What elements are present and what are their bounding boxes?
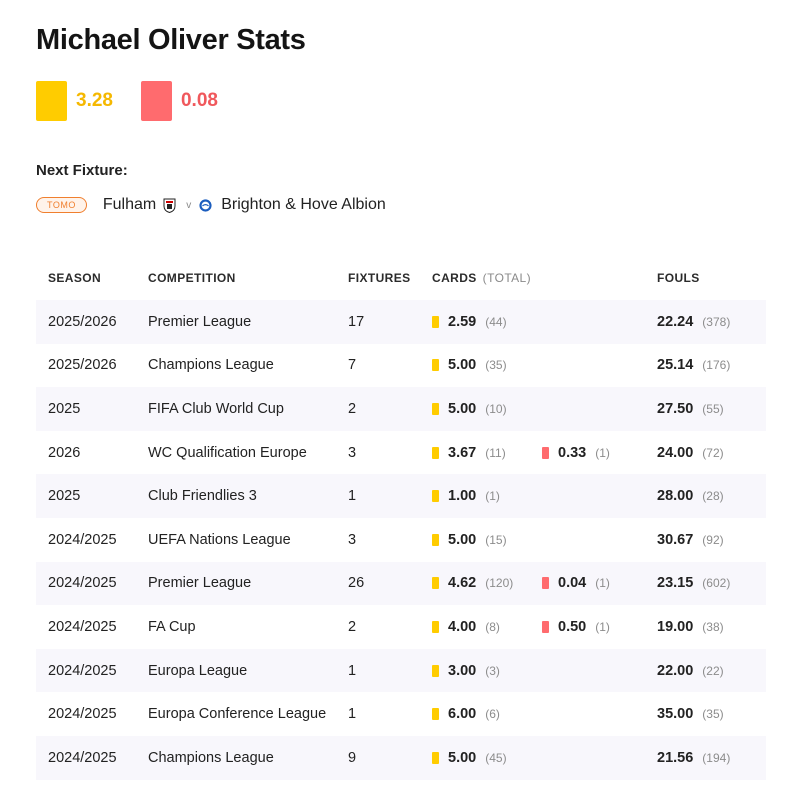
- yellow-card-icon: [432, 359, 439, 371]
- cell-fouls: [657, 488, 766, 504]
- cell-season: 2026: [48, 444, 81, 461]
- away-team[interactable]: Brighton & Hove Albion: [221, 196, 386, 213]
- yellow-card-icon: [432, 403, 439, 415]
- header-cards-label: CARDS: [432, 271, 477, 285]
- fouls-average: 25.14: [657, 357, 694, 374]
- cell-season: 2024/2025: [48, 618, 117, 635]
- red-card-total: (1): [595, 445, 610, 460]
- fouls-average: 21.56: [657, 749, 694, 766]
- yellow-card-total: (3): [485, 663, 500, 678]
- cell-yellow-cards: [432, 575, 542, 591]
- red-card-average: 0.08: [180, 90, 218, 111]
- cell-yellow-cards: [432, 445, 542, 461]
- red-card-icon: [542, 621, 549, 633]
- cell-yellow-cards: [432, 750, 542, 766]
- yellow-card-average: 5.00: [448, 357, 477, 374]
- table-row[interactable]: [36, 692, 766, 736]
- yellow-card-average: 4.00: [448, 618, 477, 635]
- cell-fixtures: 3: [348, 444, 357, 461]
- cell-fixtures: 17: [348, 313, 365, 330]
- fouls-average: 23.15: [657, 575, 694, 592]
- yellow-card-total: (45): [485, 750, 507, 765]
- fouls-total: (28): [702, 489, 724, 504]
- cell-fouls: [657, 532, 766, 548]
- cell-competition: FIFA Club World Cup: [148, 400, 284, 417]
- cell-competition: Premier League: [148, 313, 252, 330]
- cell-competition: Champions League: [148, 357, 274, 374]
- cell-fixtures: 1: [348, 706, 357, 723]
- cell-season: 2025: [48, 488, 81, 505]
- header-fouls[interactable]: FOULS: [657, 271, 700, 285]
- fouls-total: (176): [702, 358, 731, 373]
- table-row[interactable]: [36, 474, 766, 518]
- yellow-card-average: 4.62: [448, 575, 477, 592]
- header-season[interactable]: SEASON: [48, 271, 102, 285]
- cell-competition: FA Cup: [148, 618, 196, 635]
- cell-fixtures: 2: [348, 618, 357, 635]
- header-cards[interactable]: [432, 271, 542, 285]
- fouls-average: 30.67: [657, 531, 694, 548]
- table-row[interactable]: [36, 300, 766, 344]
- table-row[interactable]: [36, 344, 766, 388]
- cell-fixtures: 9: [348, 749, 357, 766]
- cell-yellow-cards: [432, 401, 542, 417]
- cell-yellow-cards: [432, 619, 542, 635]
- fouls-average: 28.00: [657, 488, 694, 505]
- cell-yellow-cards: [432, 706, 542, 722]
- yellow-card-total: (35): [485, 358, 507, 373]
- fouls-total: (22): [702, 663, 724, 678]
- red-card-total: (1): [595, 576, 610, 591]
- yellow-card-icon: [432, 447, 439, 459]
- yellow-card-total: (11): [485, 445, 506, 460]
- next-fixture-label: Next Fixture:: [36, 162, 128, 179]
- table-row[interactable]: [36, 518, 766, 562]
- header-competition[interactable]: COMPETITION: [148, 271, 236, 285]
- fouls-total: (602): [702, 576, 731, 591]
- cell-season: 2024/2025: [48, 749, 117, 766]
- fouls-average: 24.00: [657, 444, 694, 461]
- cell-fouls: [657, 357, 766, 373]
- cell-fixtures: 7: [348, 357, 357, 374]
- table-body: [36, 300, 766, 780]
- cell-red-cards: [542, 575, 657, 591]
- cell-fouls: [657, 401, 766, 417]
- home-team[interactable]: Fulham: [102, 196, 157, 213]
- cell-competition: Club Friendlies 3: [148, 488, 257, 505]
- red-card-average: 0.50: [558, 618, 587, 635]
- red-card-average: 0.33: [558, 444, 587, 461]
- yellow-card-icon: [432, 621, 439, 633]
- cell-red-cards: [542, 619, 657, 635]
- yellow-card-average: 3.28: [76, 90, 113, 111]
- yellow-card-average: 3.00: [448, 662, 477, 679]
- cell-fixtures: 1: [348, 488, 357, 505]
- yellow-card-total: (1): [485, 489, 500, 504]
- fouls-total: (55): [702, 401, 724, 416]
- header-cards-note: (TOTAL): [482, 271, 532, 285]
- table-row[interactable]: [36, 736, 766, 780]
- red-card-icon: [542, 577, 549, 589]
- fulham-crest-icon: [163, 198, 176, 213]
- cell-yellow-cards: [432, 532, 542, 548]
- cell-fouls: [657, 314, 766, 330]
- cell-season: 2024/2025: [48, 531, 117, 548]
- card-summary: [36, 81, 218, 121]
- header-fixtures[interactable]: FIXTURES: [348, 271, 411, 285]
- yellow-card-total: (120): [485, 576, 514, 591]
- fouls-total: (378): [702, 314, 731, 329]
- fouls-average: 22.24: [657, 313, 694, 330]
- cell-competition: WC Qualification Europe: [148, 444, 307, 461]
- cell-fixtures: 2: [348, 400, 357, 417]
- cell-competition: UEFA Nations League: [148, 531, 291, 548]
- yellow-card-icon: [36, 81, 67, 121]
- cell-yellow-cards: [432, 663, 542, 679]
- yellow-card-icon: [432, 665, 439, 677]
- yellow-card-total: (44): [485, 314, 507, 329]
- cell-competition: Champions League: [148, 749, 274, 766]
- red-card-average: 0.04: [558, 575, 587, 592]
- table-row[interactable]: [36, 387, 766, 431]
- cell-fixtures: 3: [348, 531, 357, 548]
- yellow-card-total: (6): [485, 707, 500, 722]
- yellow-card-average: 5.00: [448, 749, 477, 766]
- cell-competition: Europa League: [148, 662, 248, 679]
- yellow-card-average: 3.67: [448, 444, 477, 461]
- fouls-total: (194): [702, 750, 731, 765]
- cell-fouls: [657, 619, 766, 635]
- cell-fouls: [657, 575, 766, 591]
- next-fixture[interactable]: [36, 194, 390, 216]
- fouls-average: 22.00: [657, 662, 694, 679]
- table-row[interactable]: [36, 562, 766, 606]
- yellow-card-total: (10): [485, 401, 507, 416]
- cell-competition: Premier League: [148, 575, 252, 592]
- yellow-card-average: 5.00: [448, 400, 477, 417]
- cell-yellow-cards: [432, 357, 542, 373]
- fouls-total: (35): [702, 707, 724, 722]
- brighton-crest-icon: [199, 198, 212, 213]
- table-row[interactable]: [36, 605, 766, 649]
- fouls-average: 19.00: [657, 618, 694, 635]
- table-header: [36, 256, 766, 300]
- yellow-card-icon: [432, 316, 439, 328]
- yellow-card-total: (8): [485, 619, 500, 634]
- fouls-total: (72): [702, 445, 724, 460]
- yellow-card-icon: [432, 708, 439, 720]
- yellow-card-icon: [432, 534, 439, 546]
- yellow-card-average: 2.59: [448, 313, 477, 330]
- cell-season: 2024/2025: [48, 706, 117, 723]
- referee-stats-table: [36, 256, 766, 780]
- fouls-average: 27.50: [657, 400, 694, 417]
- yellow-card-average: 1.00: [448, 488, 477, 505]
- yellow-card-average: 5.00: [448, 531, 477, 548]
- table-row[interactable]: [36, 431, 766, 475]
- cell-fixtures: 26: [348, 575, 365, 592]
- cell-season: 2025/2026: [48, 357, 117, 374]
- cell-season: 2025: [48, 400, 81, 417]
- cell-yellow-cards: [432, 488, 542, 504]
- red-card-icon: [542, 447, 549, 459]
- cell-fouls: [657, 750, 766, 766]
- red-card-icon: [141, 81, 172, 121]
- yellow-card-total: (15): [485, 532, 507, 547]
- red-card-total: (1): [595, 619, 610, 634]
- yellow-card-icon: [432, 577, 439, 589]
- fixture-time-badge: TOMO: [36, 197, 87, 213]
- cell-red-cards: [542, 445, 657, 461]
- fouls-average: 35.00: [657, 706, 694, 723]
- yellow-card-icon: [432, 490, 439, 502]
- versus-label: v: [186, 199, 192, 211]
- cell-fixtures: 1: [348, 662, 357, 679]
- cell-fouls: [657, 663, 766, 679]
- table-row[interactable]: [36, 649, 766, 693]
- page-title: Michael Oliver Stats: [36, 24, 306, 56]
- yellow-card-average: 6.00: [448, 706, 477, 723]
- cell-season: 2025/2026: [48, 313, 117, 330]
- cell-competition: Europa Conference League: [148, 706, 327, 723]
- cell-season: 2024/2025: [48, 662, 117, 679]
- fouls-total: (38): [702, 619, 724, 634]
- cell-fouls: [657, 706, 766, 722]
- fouls-total: (92): [702, 532, 724, 547]
- cell-fouls: [657, 445, 766, 461]
- cell-season: 2024/2025: [48, 575, 117, 592]
- yellow-card-icon: [432, 752, 439, 764]
- cell-yellow-cards: [432, 314, 542, 330]
